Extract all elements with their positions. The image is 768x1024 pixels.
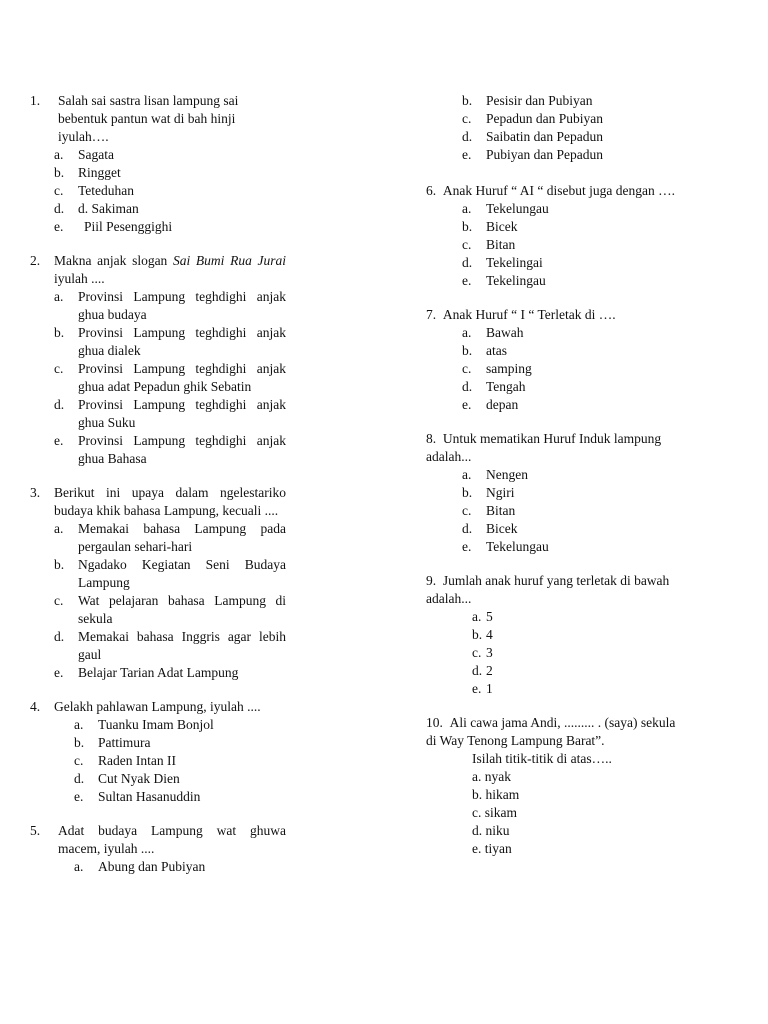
question-3 bbox=[30, 484, 286, 682]
option: b. Pattimura bbox=[74, 735, 151, 750]
option: b. atas bbox=[462, 343, 507, 358]
question-text: Makna anjak slogan Sai Bumi Rua Jurai iyulah .... bbox=[54, 253, 286, 286]
option: d. Tekelingai bbox=[462, 255, 543, 270]
option: c. Teteduhan bbox=[54, 183, 135, 198]
option: a. nyak bbox=[472, 769, 511, 784]
option: d. Provinsi Lampung teghdighi anjak ghua Suku bbox=[54, 397, 286, 430]
option: b. 4 bbox=[472, 627, 493, 642]
option: e. Tekelingau bbox=[462, 273, 546, 288]
question-5-continued bbox=[426, 92, 676, 164]
option: e. tiyan bbox=[472, 841, 512, 856]
option: a. Memakai bahasa Lampung pada pergaulan sehari-hari bbox=[54, 521, 286, 554]
option: a. Abung dan Pubiyan bbox=[74, 859, 206, 874]
question-text: Adat budaya Lampung wat ghuwa macem, iyulah .... bbox=[58, 823, 286, 856]
option: e. Provinsi Lampung teghdighi anjak ghua Bahasa bbox=[54, 433, 286, 466]
option: b. Ringget bbox=[54, 165, 121, 180]
option: e. depan bbox=[462, 397, 519, 412]
option: e. 1 bbox=[472, 681, 493, 696]
question-number: 3. bbox=[30, 485, 41, 500]
question-number: 9. bbox=[426, 573, 437, 588]
option: c. sikam bbox=[472, 805, 517, 820]
option: a. Tekelungau bbox=[462, 201, 549, 216]
option: e. Pubiyan dan Pepadun bbox=[462, 147, 603, 162]
option: a. Bawah bbox=[462, 325, 524, 340]
question-6 bbox=[426, 182, 676, 290]
question-number: 10. bbox=[426, 715, 443, 730]
option: b. Pesisir dan Pubiyan bbox=[462, 93, 593, 108]
question-number: 5. bbox=[30, 823, 41, 838]
option: a. Nengen bbox=[462, 467, 528, 482]
option: c. Raden Intan II bbox=[74, 753, 176, 768]
option: b. hikam bbox=[472, 787, 520, 802]
option: b. Ngadako Kegiatan Seni Budaya Lampung bbox=[54, 557, 286, 590]
option: e. Tekelungau bbox=[462, 539, 549, 554]
option: a. Tuanku Imam Bonjol bbox=[74, 717, 214, 732]
option: d. Cut Nyak Dien bbox=[74, 771, 180, 786]
question-text: 10. Ali cawa jama Andi, ......... . (saya) sekula di Way Tenong Lampung Barat”. bbox=[426, 715, 676, 748]
question-text: 9. Jumlah anak huruf yang terletak di bawah adalah... bbox=[426, 573, 670, 606]
left-column bbox=[30, 92, 286, 892]
option: c. 3 bbox=[472, 645, 493, 660]
option: c. Bitan bbox=[462, 237, 516, 252]
question-number: 1. bbox=[30, 93, 41, 108]
option: d. Tengah bbox=[462, 379, 526, 394]
option: a. 5 bbox=[472, 609, 493, 624]
question-text: 6. Anak Huruf “ AI “ disebut juga dengan …. bbox=[426, 183, 675, 198]
option: a. Provinsi Lampung teghdighi anjak ghua budaya bbox=[54, 289, 286, 322]
question-number: 7. bbox=[426, 307, 437, 322]
question-text: Berikut ini upaya dalam ngelestariko budaya khik bahasa Lampung, kecuali .... bbox=[54, 485, 286, 518]
right-column bbox=[426, 92, 676, 874]
question-4 bbox=[30, 698, 286, 806]
instruction-text: Isilah titik-titik di atas….. bbox=[472, 751, 612, 766]
option: b. Ngiri bbox=[462, 485, 515, 500]
question-10 bbox=[426, 714, 676, 858]
option: d. d. Sakiman bbox=[54, 201, 139, 216]
question-text: 7. Anak Huruf “ I “ Terletak di …. bbox=[426, 307, 616, 322]
option: c. Provinsi Lampung teghdighi anjak ghua adat Pepadun ghik Sebatin bbox=[54, 361, 286, 394]
option: b. Provinsi Lampung teghdighi anjak ghua dialek bbox=[54, 325, 286, 358]
question-text: Gelakh pahlawan Lampung, iyulah .... bbox=[54, 699, 261, 714]
question-8 bbox=[426, 430, 676, 556]
option: e. Piil Pesenggighi bbox=[54, 219, 173, 234]
option: c. Pepadun dan Pubiyan bbox=[462, 111, 603, 126]
question-2 bbox=[30, 252, 286, 468]
option: b. Bicek bbox=[462, 219, 518, 234]
option: e. Belajar Tarian Adat Lampung bbox=[54, 665, 239, 680]
option: d. Memakai bahasa Inggris agar lebih gaul bbox=[54, 629, 286, 662]
question-number: 2. bbox=[30, 253, 41, 268]
question-1 bbox=[30, 92, 286, 236]
option: d. niku bbox=[472, 823, 510, 838]
question-number: 6. bbox=[426, 183, 437, 198]
option: e. Sultan Hasanuddin bbox=[74, 789, 201, 804]
question-text: Salah sai sastra lisan lampung sai bebentuk pantun wat di bah hinji iyulah…. bbox=[58, 93, 239, 144]
option: c. Bitan bbox=[462, 503, 516, 518]
option: c. Wat pelajaran bahasa Lampung di sekula bbox=[54, 593, 286, 626]
option: a. Sagata bbox=[54, 147, 114, 162]
option: d. Bicek bbox=[462, 521, 518, 536]
question-9 bbox=[426, 572, 676, 698]
option: d. 2 bbox=[472, 663, 493, 678]
option: c. samping bbox=[462, 361, 532, 376]
question-text: 8. Untuk mematikan Huruf Induk lampung adalah... bbox=[426, 431, 662, 464]
question-5 bbox=[30, 822, 286, 876]
question-number: 8. bbox=[426, 431, 437, 446]
option: d. Saibatin dan Pepadun bbox=[462, 129, 603, 144]
question-number: 4. bbox=[30, 699, 41, 714]
question-7 bbox=[426, 306, 676, 414]
